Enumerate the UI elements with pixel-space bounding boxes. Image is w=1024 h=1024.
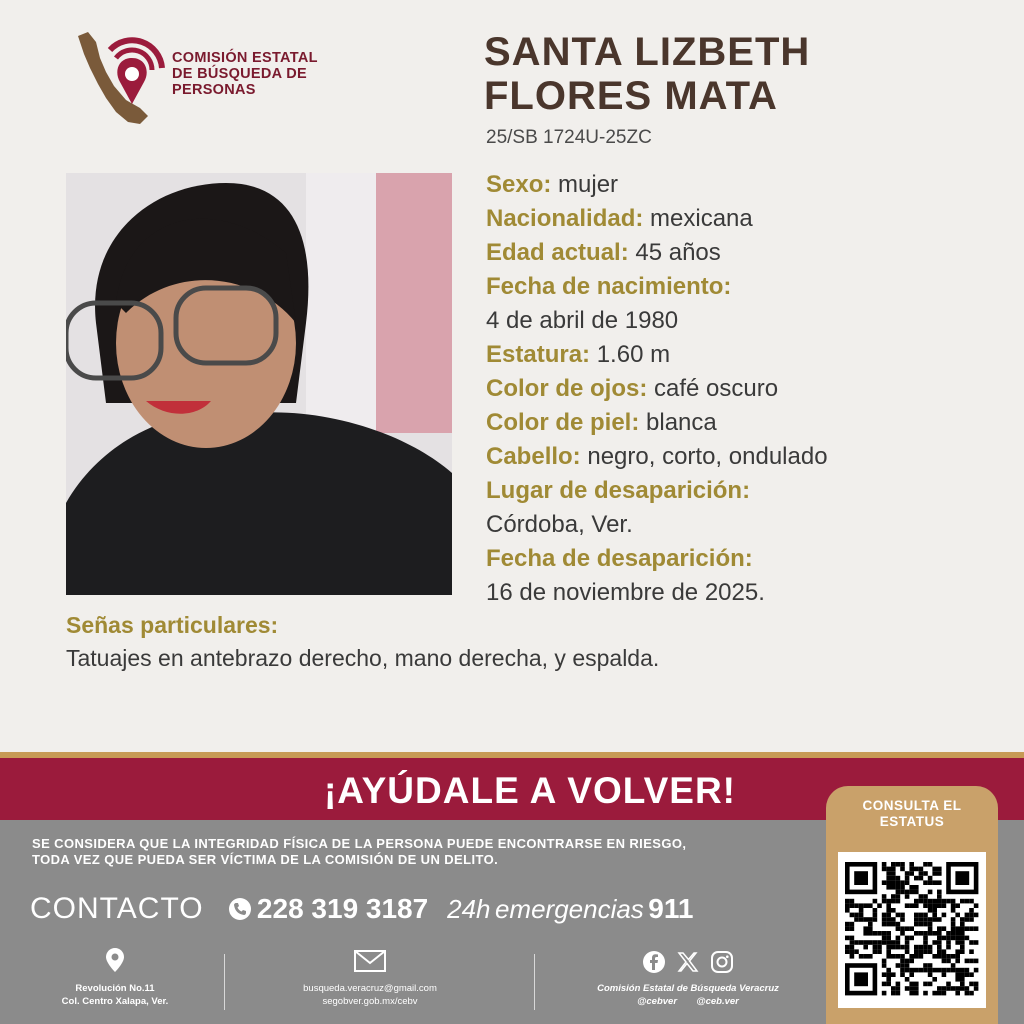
- detail-label: Estatura:: [486, 341, 591, 368]
- warning-line2: TODA VEZ QUE PUEDA SER VÍCTIMA DE LA COMISIÓN DE UN DELITO.: [32, 852, 499, 867]
- senas-value: Tatuajes en antebrazo derecho, mano derecha, y espalda.: [66, 645, 660, 671]
- detail-row: [486, 168, 1006, 202]
- detail-row: [486, 372, 1006, 406]
- org-name-line1: COMISIÓN ESTATAL: [172, 50, 318, 66]
- detail-value: mexicana: [650, 205, 753, 232]
- website-link[interactable]: segobver.gob.mx/cebv: [322, 996, 418, 1007]
- emergency-label: emergencias: [494, 894, 644, 924]
- detail-row: [486, 542, 1006, 576]
- email-address[interactable]: busqueda.veracruz@gmail.com: [303, 983, 437, 994]
- detail-value: 4 de abril de 1980: [486, 307, 679, 334]
- hours-label: 24h: [447, 894, 491, 924]
- address-line2: Col. Centro Xalapa, Ver.: [61, 996, 169, 1007]
- detail-value: 1.60 m: [596, 341, 671, 368]
- detail-label: Sexo:: [486, 171, 552, 198]
- detail-label: Lugar de desaparición:: [486, 477, 751, 504]
- detail-row: [486, 202, 1006, 236]
- qr-title: [826, 798, 998, 830]
- detail-row: [486, 576, 1006, 610]
- banner-text: ¡AYÚDALE A VOLVER!: [323, 770, 736, 811]
- detail-label: Fecha de nacimiento:: [486, 273, 732, 300]
- person-name-line1: SANTA LIZBETH: [484, 30, 811, 74]
- detail-row: [486, 338, 1006, 372]
- instagram-icon[interactable]: [710, 950, 734, 974]
- person-name: [484, 30, 810, 118]
- social-block: [566, 950, 810, 1008]
- case-id: 25/SB 1724U-25ZC: [486, 127, 652, 148]
- senas-label: Señas particulares:: [66, 612, 279, 638]
- org-name: [172, 50, 318, 98]
- contact-label: CONTACTO: [30, 892, 204, 925]
- detail-value: Córdoba, Ver.: [486, 511, 633, 538]
- x-icon[interactable]: [676, 950, 700, 974]
- qr-code[interactable]: [838, 852, 986, 1008]
- detail-value: café oscuro: [654, 375, 779, 402]
- person-photo: [66, 173, 452, 595]
- qr-title-line2: ESTATUS: [879, 814, 945, 829]
- facebook-icon[interactable]: [642, 950, 666, 974]
- social-handle-facebook[interactable]: @cebver: [637, 996, 678, 1007]
- detail-row: [486, 474, 1006, 508]
- email-block: [270, 950, 470, 1008]
- person-name-line2: FLORES MATA: [484, 74, 778, 118]
- detail-value: mujer: [558, 171, 619, 198]
- org-name-line2: DE BÚSQUEDA DE: [172, 66, 307, 82]
- detail-value: negro, corto, ondulado: [587, 443, 828, 470]
- address-line1: Revolución No.11: [75, 983, 155, 994]
- detail-label: Color de piel:: [486, 409, 640, 436]
- detail-row: [486, 236, 1006, 270]
- qr-title-line1: CONSULTA EL: [862, 798, 962, 813]
- detail-label: Color de ojos:: [486, 375, 648, 402]
- address-block: [40, 948, 190, 1008]
- contact-row: [30, 892, 693, 926]
- person-details: [486, 168, 1006, 610]
- org-name-line3: PERSONAS: [172, 82, 256, 98]
- warning-text: [32, 836, 686, 868]
- detail-row: [486, 508, 1006, 542]
- footer-divider: [534, 954, 535, 1010]
- footer-divider: [224, 954, 225, 1010]
- detail-label: Cabello:: [486, 443, 581, 470]
- detail-value: 45 años: [635, 239, 721, 266]
- detail-label: Fecha de desaparición:: [486, 545, 753, 572]
- detail-row: [486, 406, 1006, 440]
- detail-label: Nacionalidad:: [486, 205, 644, 232]
- detail-row: [486, 304, 1006, 338]
- location-pin-icon: [70, 28, 170, 128]
- map-pin-icon: [106, 948, 124, 972]
- detail-label: Edad actual:: [486, 239, 629, 266]
- emergency-number[interactable]: 911: [648, 893, 694, 924]
- social-handle-instagram[interactable]: @ceb.ver: [696, 996, 739, 1007]
- detail-value: 16 de noviembre de 2025.: [486, 579, 765, 606]
- social-name: Comisión Estatal de Búsqueda Veracruz: [597, 983, 779, 994]
- detail-value: blanca: [646, 409, 717, 436]
- warning-line1: SE CONSIDERA QUE LA INTEGRIDAD FÍSICA DE LA PERSONA PUEDE ENCONTRARSE EN RIESGO,: [32, 836, 687, 851]
- detail-row: [486, 270, 1006, 304]
- phone-icon: [228, 897, 252, 921]
- detail-row: [486, 440, 1006, 474]
- phone-number[interactable]: 228 319 3187: [256, 893, 429, 924]
- mail-icon: [354, 950, 386, 972]
